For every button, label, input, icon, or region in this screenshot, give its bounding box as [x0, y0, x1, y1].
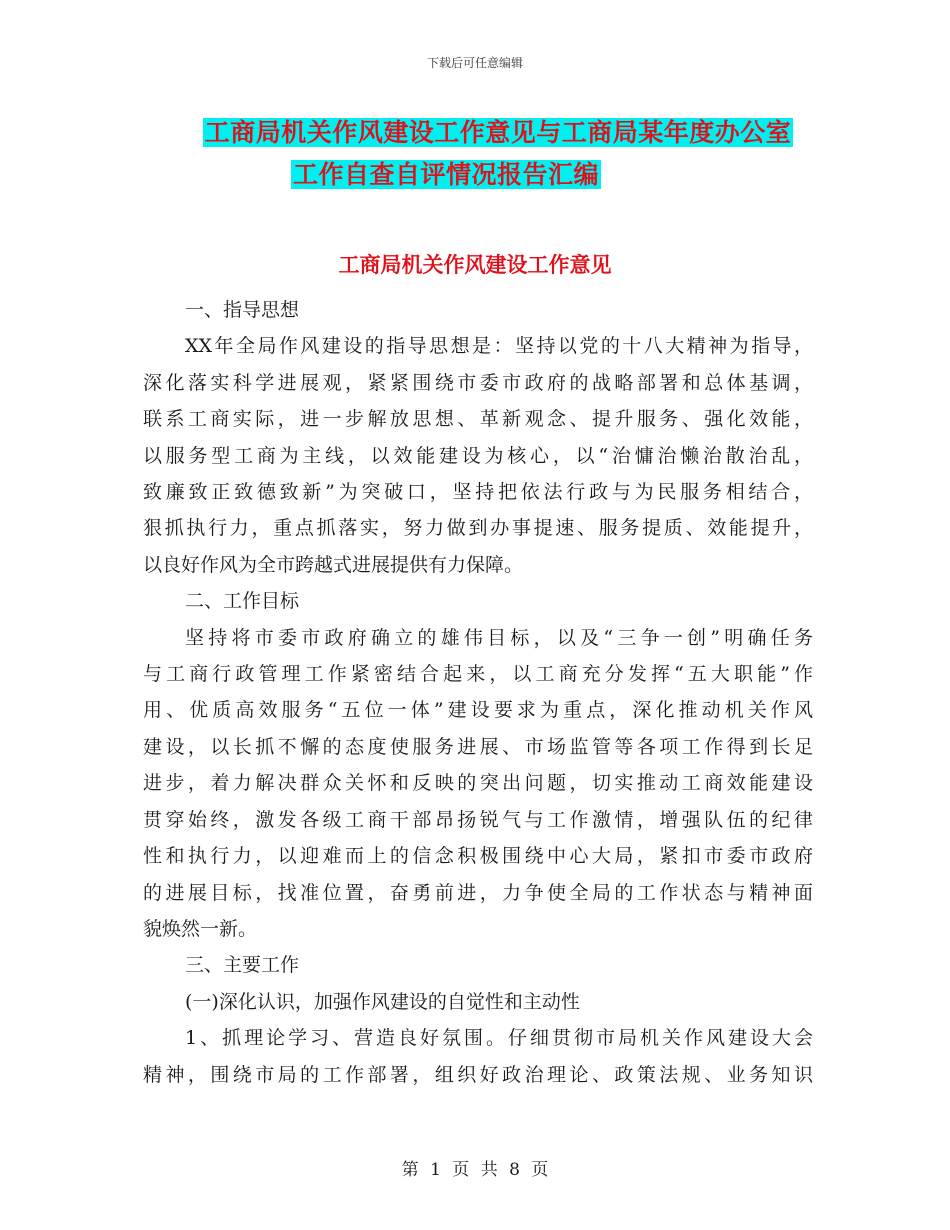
- paragraph-line: 建设，以长抓不懈的态度使服务进展、市场监管等各项工作得到长足: [143, 735, 813, 758]
- document-title-line-1-text: 工商局机关作风建设工作意见与工商局某年度办公室: [204, 118, 792, 147]
- paragraph-line: 以服务型工商为主线，以效能建设为核心，以“治慵治懒治散治乱，: [143, 444, 813, 467]
- paragraph-line: 与工商行政管理工作紧密结合起来，以工商充分发挥“五大职能”作: [143, 663, 813, 686]
- header-note: 下载后可任意编辑: [426, 56, 523, 70]
- paragraph-line: 性和执行力，以迎难而上的信念积极围绕中心大局，紧扣市委市政府: [143, 845, 813, 868]
- page-footer: 第 1 页 共 8 页: [401, 1160, 549, 1180]
- paragraph-line: 用、优质高效服务“五位一体”建设要求为重点，深化推动机关作风: [143, 699, 813, 722]
- subheading-deepen-understanding: (一)深化认识，加强作风建设的自觉性和主动性: [185, 990, 580, 1013]
- paragraph-line: 联系工商实际，进一步解放思想、革新观念、提升服务、强化效能，: [143, 408, 813, 431]
- heading-guiding-thought: 一、指导思想: [185, 299, 300, 321]
- paragraph-line: 1、抓理论学习、营造良好氛围。仔细贯彻市局机关作风建设大会: [185, 1027, 813, 1050]
- paragraph-line: 贯穿始终，激发各级工商干部昂扬锐气与工作激情，增强队伍的纪律: [143, 808, 813, 831]
- document-title-line-2-text: 工作自查自评情况报告汇编: [292, 160, 599, 189]
- paragraph-line: 坚持将市委市政府确立的雄伟目标，以及“三争一创”明确任务: [185, 626, 813, 649]
- paragraph-line: 的进展目标，找准位置，奋勇前进，力争使全局的工作状态与精神面: [143, 881, 813, 904]
- document-body: [143, 292, 813, 1093]
- paragraph-line: 进步，着力解决群众关怀和反映的突出问题，切实推动工商效能建设: [143, 772, 813, 795]
- paragraph-line: 深化落实科学进展观，紧紧围绕市委市政府的战略部署和总体基调，: [143, 371, 813, 394]
- paragraph-line: 狠抓执行力，重点抓落实，努力做到办事提速、服务提质、效能提升，: [143, 517, 813, 540]
- paragraph-line: 致廉致正致德致新”为突破口，坚持把依法行政与为民服务相结合，: [143, 481, 813, 504]
- document-title-line-2: [0, 155, 950, 191]
- paragraph-line: XX年全局作风建设的指导思想是：坚持以党的十八大精神为指导，: [185, 335, 813, 358]
- document-title-line-1: [0, 113, 950, 149]
- paragraph-line: 精神，围绕市局的工作部署，组织好政治理论、政策法规、业务知识: [143, 1063, 813, 1086]
- heading-main-work: 三、主要工作: [185, 954, 300, 977]
- paragraph-line: 以良好作风为全市跨越式进展提供有力保障。: [143, 553, 524, 576]
- section-title: 工商局机关作风建设工作意见: [338, 252, 612, 277]
- heading-work-goals: 二、工作目标: [185, 590, 300, 613]
- paragraph-line: 貌焕然一新。: [143, 917, 258, 940]
